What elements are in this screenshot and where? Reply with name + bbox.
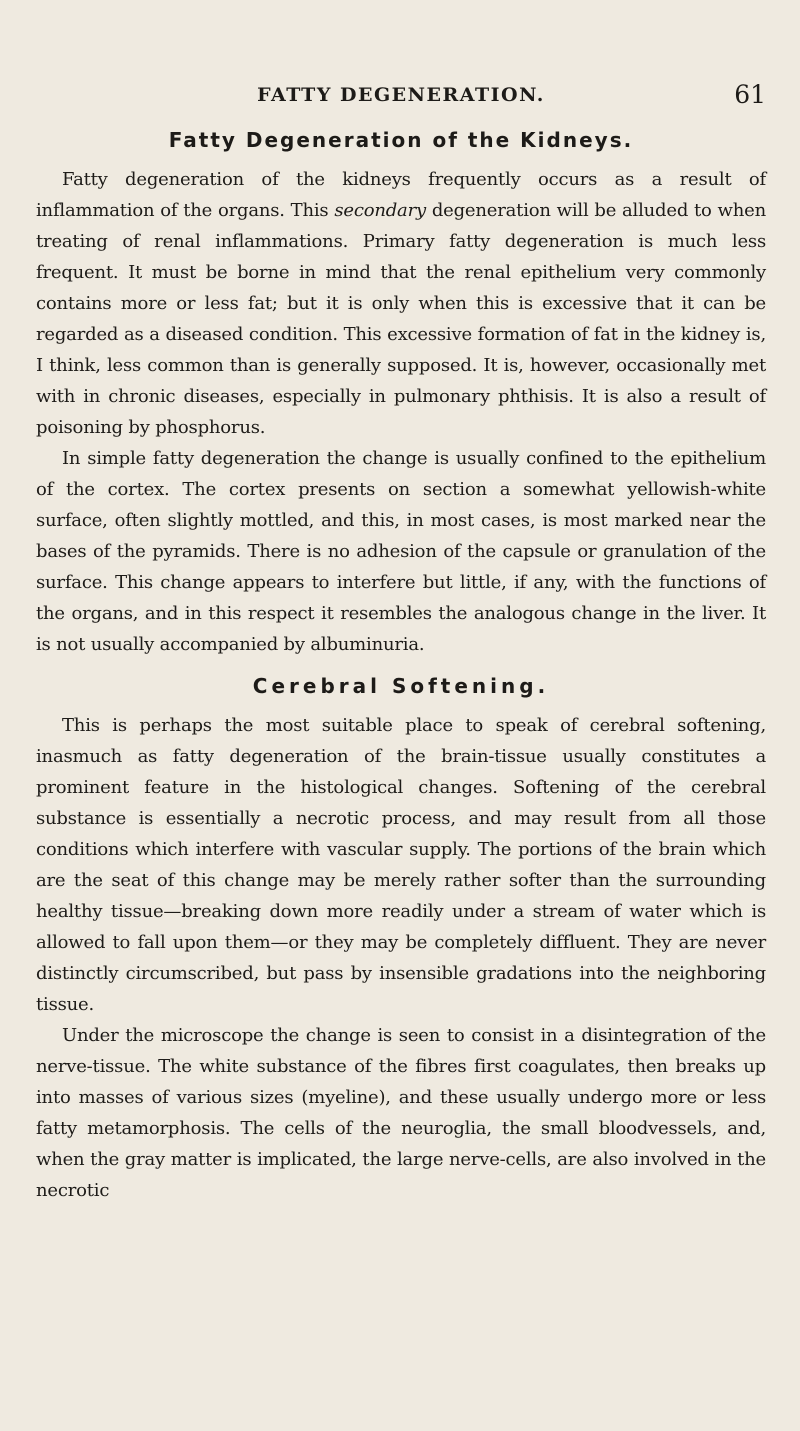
page-number: 61 bbox=[734, 80, 766, 109]
paragraph-kidneys-2: In simple fatty degeneration the change is usually confined to the epithelium of the cortex. The cortex presents on section a somewhat yellowish-white surface, often slightly mottled, and this, in most cases, is most marked near the bases of the pyramids. There is no adhesion of the capsule or granulation of the surface. This change appears to interfere but little, if any, with the functions of the organs, and in this respect it resembles the analogous change in the liver. It is not usually accompanied by albuminuria. bbox=[36, 448, 766, 655]
running-head bbox=[36, 80, 766, 110]
paragraph-kidneys-1-rest: degeneration will be alluded to when treating of renal inflammations. Primary fatty degeneration is much less frequent. It must be borne in mind that the renal epithelium very commonly contains more or less fat; but it is only when this is excessive that it can be regarded as a diseased condition. This excessive formation of fat in the kidney is, I think, less common than is generally supposed. It is, however, occasionally met with in chronic diseases, especially in pulmonary phthisis. It is also a result of poisoning by phosphorus. bbox=[36, 200, 766, 438]
section-heading-cerebral: Cerebral Softening. bbox=[252, 674, 550, 698]
emphasis-secondary: secondary bbox=[334, 200, 426, 221]
paragraph-cerebral-2: Under the microscope the change is seen to consist in a disintegration of the nerve-tissue. The white substance of the fibres first coagulates, then breaks up into masses of various sizes (myeline), and these usually undergo more or less fatty metamorphosis. The cells of the neuroglia, the small bloodvessels, and, when the gray matter is implicated, the large nerve-cells, are also involved in the necrotic bbox=[36, 1025, 766, 1201]
paragraph-kidneys-1-start: Fatty degeneration of the kidneys frequently occurs as a result of inflammation of the organs. This bbox=[36, 169, 766, 221]
section-heading-kidneys: Fatty Degeneration of the Kidneys. bbox=[168, 128, 634, 152]
paragraph-kidneys-1 bbox=[36, 164, 766, 443]
paragraph-cerebral-1: This is perhaps the most suitable place to speak of cerebral softening, inasmuch as fatty degeneration of the brain-tissue usually constitutes a prominent feature in the histological changes. Softening of the cerebral substance is essentially a necrotic process, and may result from all those conditions which interfere with vascular supply. The portions of the brain which are the seat of this change may be merely rather softer than the surrounding healthy tissue—breaking down more readily under a stream of water which is allowed to fall upon them—or they may be completely diffluent. They are never distinctly circumscribed, but pass by insensible gradations into the neighboring tissue. bbox=[36, 715, 766, 1015]
page-content bbox=[36, 128, 766, 1206]
running-title: FATTY DEGENERATION. bbox=[257, 84, 545, 106]
